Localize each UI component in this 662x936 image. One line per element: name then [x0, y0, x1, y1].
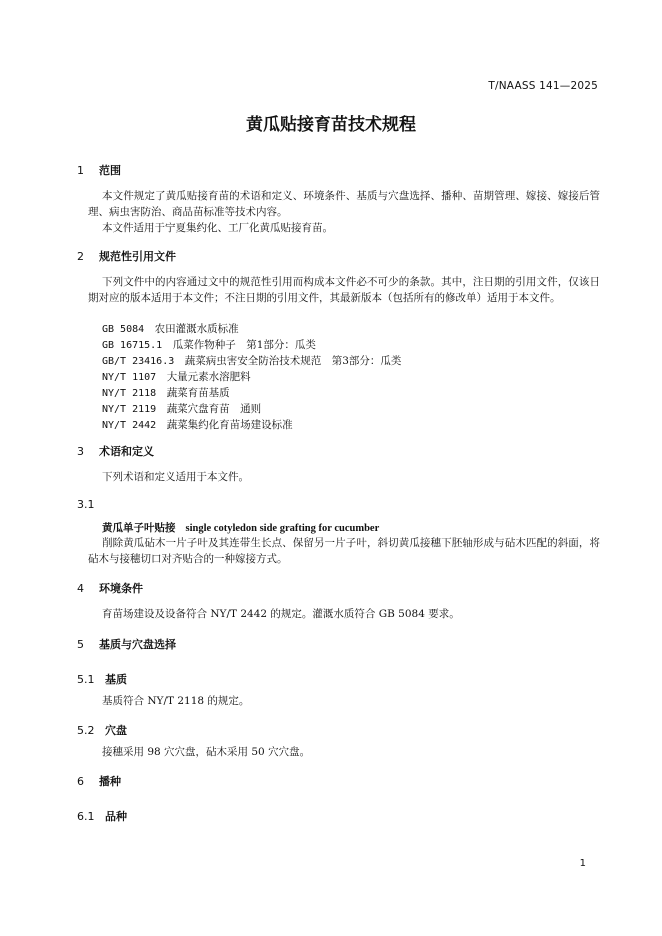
- section-heading-1: [77, 162, 121, 178]
- section-title: 品种: [105, 810, 127, 823]
- reference-item: [102, 385, 230, 402]
- reference-code: NY/T 2442: [102, 420, 157, 431]
- paragraph: 本文件规定了黄瓜贴接育苗的术语和定义、环境条件、基质与穴盘选择、播种、苗期管理、嫁接、嫁接后管理、病虫害防治、商品苗标准等技术内容。: [88, 190, 600, 218]
- section-number: 4: [77, 582, 84, 595]
- reference-code: GB/T 23416.3: [102, 356, 175, 367]
- reference-name: 大量元素水溶肥料: [166, 371, 251, 383]
- section-title: 范围: [99, 164, 121, 177]
- subsection-heading-5-1: [77, 671, 127, 687]
- reference-name: 瓜菜作物种子 第1部分：瓜类: [172, 339, 316, 351]
- reference-code: GB 5084: [102, 324, 145, 335]
- section-number: 1: [77, 164, 84, 177]
- section-number: 5: [77, 638, 84, 651]
- paragraph: 接穗采用 98 穴穴盘，砧木采用 50 穴穴盘。: [102, 746, 311, 758]
- section-number: 5.2: [77, 724, 95, 737]
- reference-name: 蔬菜育苗基质: [166, 387, 230, 399]
- reference-item: [102, 369, 251, 386]
- paragraph: 基质符合 NY/T 2118 的规定。: [102, 695, 250, 707]
- section-title: 术语和定义: [99, 445, 154, 458]
- section-heading-5: [77, 636, 176, 652]
- section-number: 2: [77, 250, 84, 263]
- section-heading-4: [77, 580, 143, 596]
- section-title: 播种: [99, 775, 121, 788]
- term-english: single cotyledon side grafting for cucumber: [185, 523, 380, 534]
- paragraph: 本文件适用于宁夏集约化、工厂化黄瓜贴接育苗。: [102, 222, 333, 234]
- reference-code: NY/T 2118: [102, 388, 157, 399]
- reference-item: [102, 321, 239, 338]
- paragraph: 下列术语和定义适用于本文件。: [102, 471, 249, 483]
- page-number: 1: [579, 858, 586, 869]
- section-number: 3.1: [77, 498, 95, 511]
- paragraph: 育苗场建设及设备符合 NY/T 2442 的规定。灌溉水质符合 GB 5084 要求。: [102, 608, 460, 620]
- section-number: 5.1: [77, 673, 95, 686]
- section-title: 穴盘: [105, 724, 127, 737]
- reference-name: 农田灌溉水质标准: [154, 323, 239, 335]
- reference-item: [102, 337, 316, 354]
- paragraph: 下列文件中的内容通过文中的规范性引用而构成本文件必不可少的条款。其中，注日期的引用文件，仅该日期对应的版本适用于本文件；不注日期的引用文件，其最新版本（包括所有的修改单）适用于本文件。: [88, 276, 600, 304]
- section-heading-6: [77, 773, 121, 789]
- reference-code: GB 16715.1: [102, 340, 163, 351]
- reference-name: 蔬菜病虫害安全防治技术规范 第3部分：瓜类: [184, 355, 402, 367]
- subsection-heading-3-1: [77, 498, 99, 511]
- subsection-heading-5-2: [77, 722, 127, 738]
- section-heading-3: [77, 443, 154, 459]
- section-title: 规范性引用文件: [99, 250, 176, 263]
- reference-item: [102, 353, 401, 370]
- section-number: 6: [77, 775, 84, 788]
- document-number: T/NAASS 141—2025: [488, 80, 598, 92]
- reference-item: [102, 417, 293, 434]
- reference-code: NY/T 2119: [102, 404, 157, 415]
- subsection-heading-6-1: [77, 808, 127, 824]
- section-number: 3: [77, 445, 84, 458]
- reference-code: NY/T 1107: [102, 372, 157, 383]
- section-heading-2: [77, 248, 176, 264]
- section-title: 环境条件: [99, 582, 143, 595]
- section-number: 6.1: [77, 810, 95, 823]
- reference-item: [102, 401, 261, 418]
- section-title: 基质与穴盘选择: [99, 638, 176, 651]
- document-title: 黄瓜贴接育苗技术规程: [246, 115, 416, 135]
- term-definition: 削除黄瓜砧木一片子叶及其连带生长点、保留另一片子叶，斜切黄瓜接穗下胚轴形成与砧木匹配的斜面，将砧木与接穗切口对齐贴合的一种嫁接方式。: [88, 537, 600, 565]
- term-chinese: 黄瓜单子叶贴接: [102, 522, 176, 534]
- reference-name: 蔬菜穴盘育苗 通则: [166, 403, 262, 415]
- reference-name: 蔬菜集约化育苗场建设标准: [166, 419, 293, 431]
- section-title: 基质: [105, 673, 127, 686]
- term-entry: [102, 520, 379, 535]
